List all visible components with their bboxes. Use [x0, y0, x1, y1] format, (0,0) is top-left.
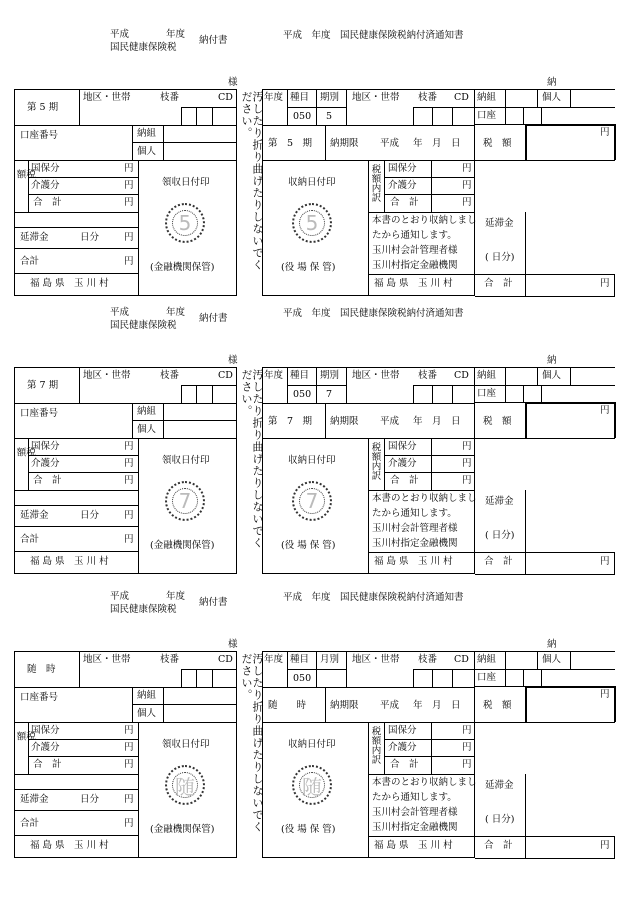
- tax-breakdown-vertical-label: 税額内訳: [369, 726, 381, 764]
- nursing-care-portion-label: 介護分: [31, 180, 60, 191]
- tax-item-label: 種目: [290, 370, 310, 381]
- yen-unit: 円: [124, 163, 134, 174]
- total-label: 合計: [20, 256, 40, 267]
- total-label: 合計: [20, 818, 40, 829]
- individual-label: 個人: [137, 424, 157, 435]
- late-fee-label: 延滞金: [485, 218, 514, 229]
- tax-amount-vertical-label: 税 額: [14, 447, 35, 458]
- no-fold-warning: 汚したり折り曲げたりしないでください。: [240, 369, 264, 549]
- notice-title: 平成 年度 国民健康保険税納付済通知書: [283, 308, 464, 319]
- sama-label: 様: [228, 77, 238, 88]
- nou-label: 納: [547, 77, 557, 88]
- yen-unit: 円: [124, 475, 134, 486]
- due-date-era: 平成: [380, 416, 400, 427]
- yen-unit: 円: [600, 840, 610, 851]
- tax-name-label: 国民健康保険税: [110, 42, 177, 53]
- period-type-label: 月別: [320, 654, 340, 665]
- cd-label: CD: [454, 654, 469, 665]
- subtotal-label: 合 計: [390, 197, 419, 208]
- receipt-notice-line2: たから通知します。: [372, 792, 457, 803]
- nursing-care-portion-label: 介護分: [388, 742, 417, 753]
- era-label: 平成: [110, 591, 130, 602]
- late-fee-label: 延滞金: [20, 510, 49, 521]
- cd-label: CD: [218, 654, 233, 665]
- branch-number-label: 枝番: [418, 654, 438, 665]
- cd-label: CD: [454, 370, 469, 381]
- collection-date-stamp-label: 収納日付印: [288, 177, 336, 188]
- cd-label: CD: [218, 92, 233, 103]
- subtotal-label: 合 計: [390, 475, 419, 486]
- district-household-label: 地区・世帯: [83, 370, 131, 381]
- yen-unit: 円: [462, 742, 472, 753]
- district-household-label: 地区・世帯: [352, 654, 400, 665]
- issuer-address: 福 島 県 玉 川 村: [30, 278, 109, 289]
- group-label: 納組: [137, 690, 157, 701]
- total-label: 合 計: [484, 556, 513, 567]
- branch-number-label: 枝番: [160, 370, 180, 381]
- yen-unit: 円: [462, 163, 472, 174]
- nursing-care-portion-label: 介護分: [31, 458, 60, 469]
- receipt-notice-line4: 玉川村指定金融機関: [372, 822, 458, 833]
- sama-label: 様: [228, 639, 238, 650]
- branch-number-label: 枝番: [418, 92, 438, 103]
- due-date-label: 納期限: [330, 700, 359, 711]
- account-number-label: 口座番号: [20, 130, 59, 141]
- district-household-label: 地区・世帯: [352, 370, 400, 381]
- nou-label: 納: [547, 639, 557, 650]
- yen-unit: 円: [124, 759, 134, 770]
- tax-amount-label: 税 額: [483, 416, 512, 427]
- yen-unit: 円: [124, 742, 134, 753]
- group-label: 納組: [137, 406, 157, 417]
- receipt-date-stamp: 5: [165, 203, 205, 243]
- late-fee-label: 延滞金: [485, 496, 514, 507]
- notice-title: 平成 年度 国民健康保険税納付済通知書: [283, 30, 464, 41]
- subtotal-label: 合 計: [33, 475, 62, 486]
- yen-unit: 円: [462, 458, 472, 469]
- late-fee-label: 延滞金: [20, 232, 49, 243]
- days-label: 日分: [80, 232, 100, 243]
- tax-amount-label: 税 額: [483, 138, 512, 149]
- due-date-ymd: 年 月 日: [413, 416, 461, 427]
- period-label: 第 5 期: [27, 102, 59, 113]
- national-insurance-portion-label: 国保分: [388, 163, 417, 174]
- due-date-era: 平成: [380, 138, 400, 149]
- receipt-notice-line1: 本書のとおり収納しまし: [372, 493, 477, 504]
- national-insurance-portion-label: 国保分: [31, 441, 60, 452]
- days-label: 日分: [80, 510, 100, 521]
- payment-slip-title: 納付書: [199, 313, 228, 324]
- receipt-notice-line3: 玉川村会計管理者様: [372, 245, 458, 256]
- due-date-era: 平成: [380, 700, 400, 711]
- yen-unit: 円: [124, 180, 134, 191]
- yen-unit: 円: [600, 405, 610, 416]
- issuer-address: 福 島 県 玉 川 村: [374, 556, 453, 567]
- yen-unit: 円: [462, 759, 472, 770]
- yen-unit: 円: [124, 818, 134, 829]
- days-label: 日分: [80, 794, 100, 805]
- account-number-label: 口座番号: [20, 692, 59, 703]
- subtotal-label: 合 計: [33, 759, 62, 770]
- issuer-address: 福 島 県 玉 川 村: [374, 840, 453, 851]
- era-label: 平成: [110, 307, 130, 318]
- branch-number-label: 枝番: [160, 654, 180, 665]
- collection-date-stamp: 7: [292, 481, 332, 521]
- office-keep-label: (役 場 保 管): [281, 262, 336, 273]
- total-label: 合 計: [484, 840, 513, 851]
- era-label: 平成: [110, 29, 130, 40]
- tax-item-code: 050: [293, 389, 312, 400]
- tax-name-label: 国民健康保険税: [110, 320, 177, 331]
- individual-label: 個人: [542, 654, 562, 665]
- no-fold-warning: 汚したり折り曲げたりしないでください。: [240, 653, 264, 833]
- total-label: 合計: [20, 534, 40, 545]
- district-household-label: 地区・世帯: [352, 92, 400, 103]
- group-label: 納組: [477, 654, 497, 665]
- fiscal-year-label: 年度: [166, 591, 186, 602]
- period-label: 第 7 期: [27, 380, 59, 391]
- tax-breakdown-vertical-label: 税額内訳: [369, 442, 381, 480]
- tax-payment-slip: [0, 272, 630, 567]
- yen-unit: 円: [462, 197, 472, 208]
- subtotal-label: 合 計: [33, 197, 62, 208]
- receipt-notice-line1: 本書のとおり収納しまし: [372, 777, 477, 788]
- collection-date-stamp-label: 収納日付印: [288, 455, 336, 466]
- due-date-ymd: 年 月 日: [413, 138, 461, 149]
- yen-unit: 円: [124, 197, 134, 208]
- yen-unit: 円: [462, 475, 472, 486]
- cd-label: CD: [454, 92, 469, 103]
- fiscal-year-label: 年度: [166, 307, 186, 318]
- nou-label: 納: [547, 355, 557, 366]
- late-fee-label: 延滞金: [485, 780, 514, 791]
- yen-unit: 円: [124, 441, 134, 452]
- issuer-address: 福 島 県 玉 川 村: [30, 556, 109, 567]
- account-number-label: 口座番号: [20, 408, 59, 419]
- bank-keep-label: (金融機関保管): [150, 262, 215, 273]
- group-label: 納組: [137, 128, 157, 139]
- district-household-label: 地区・世帯: [83, 654, 131, 665]
- tax-item-code: 050: [293, 673, 312, 684]
- branch-number-label: 枝番: [160, 92, 180, 103]
- district-household-label: 地区・世帯: [83, 92, 131, 103]
- yen-unit: 円: [124, 794, 134, 805]
- yen-unit: 円: [600, 127, 610, 138]
- receipt-date-stamp: 随: [165, 765, 205, 805]
- individual-label: 個人: [137, 708, 157, 719]
- account-label: 口座: [477, 672, 497, 683]
- period-value: 5: [326, 111, 333, 122]
- account-label: 口座: [477, 388, 497, 399]
- yen-unit: 円: [124, 510, 134, 521]
- late-fee-label: 延滞金: [20, 794, 49, 805]
- yen-unit: 円: [124, 256, 134, 267]
- fiscal-year-cell: 年度: [264, 370, 284, 381]
- tax-breakdown-vertical-label: 税額内訳: [369, 164, 381, 202]
- due-date-label: 納期限: [330, 138, 359, 149]
- tax-payment-slip: [0, 0, 630, 289]
- yen-unit: 円: [124, 458, 134, 469]
- fiscal-year-cell: 年度: [264, 654, 284, 665]
- bank-keep-label: (金融機関保管): [150, 824, 215, 835]
- yen-unit: 円: [600, 278, 610, 289]
- collection-date-stamp: 随: [292, 765, 332, 805]
- receipt-notice-line2: たから通知します。: [372, 508, 457, 519]
- days-label: ( 日分): [485, 530, 515, 541]
- days-label: ( 日分): [485, 814, 515, 825]
- fiscal-year-label: 年度: [166, 29, 186, 40]
- yen-unit: 円: [600, 556, 610, 567]
- account-label: 口座: [477, 110, 497, 121]
- period-type-label: 期別: [320, 370, 340, 381]
- yen-unit: 円: [462, 180, 472, 191]
- receipt-notice-line3: 玉川村会計管理者様: [372, 523, 458, 534]
- tax-item-label: 種目: [290, 654, 310, 665]
- national-insurance-portion-label: 国保分: [31, 163, 60, 174]
- collection-date-stamp: 5: [292, 203, 332, 243]
- due-period-label: 第 7 期: [268, 416, 313, 427]
- sama-label: 様: [228, 355, 238, 366]
- individual-label: 個人: [137, 146, 157, 157]
- tax-item-label: 種目: [290, 92, 310, 103]
- national-insurance-portion-label: 国保分: [388, 441, 417, 452]
- receipt-notice-line4: 玉川村指定金融機関: [372, 260, 458, 271]
- total-label: 合 計: [484, 278, 513, 289]
- yen-unit: 円: [462, 725, 472, 736]
- receipt-date-stamp: 7: [165, 481, 205, 521]
- nursing-care-portion-label: 介護分: [388, 180, 417, 191]
- no-fold-warning: 汚したり折り曲げたりしないでください。: [240, 91, 264, 271]
- nursing-care-portion-label: 介護分: [31, 742, 60, 753]
- notice-title: 平成 年度 国民健康保険税納付済通知書: [283, 592, 464, 603]
- subtotal-label: 合 計: [390, 759, 419, 770]
- receipt-notice-line3: 玉川村会計管理者様: [372, 807, 458, 818]
- tax-payment-slip: [0, 556, 630, 851]
- collection-date-stamp-label: 収納日付印: [288, 739, 336, 750]
- yen-unit: 円: [124, 725, 134, 736]
- payment-slip-title: 納付書: [199, 597, 228, 608]
- issuer-address: 福 島 県 玉 川 村: [374, 278, 453, 289]
- payment-slip-title: 納付書: [199, 35, 228, 46]
- yen-unit: 円: [462, 441, 472, 452]
- receipt-date-stamp-label: 領収日付印: [162, 177, 210, 188]
- individual-label: 個人: [542, 92, 562, 103]
- tax-name-label: 国民健康保険税: [110, 604, 177, 615]
- receipt-date-stamp-label: 領収日付印: [162, 455, 210, 466]
- tax-amount-label: 税 額: [483, 700, 512, 711]
- office-keep-label: (役 場 保 管): [281, 540, 336, 551]
- receipt-notice-line2: たから通知します。: [372, 230, 457, 241]
- receipt-date-stamp-label: 領収日付印: [162, 739, 210, 750]
- period-value: 7: [326, 389, 333, 400]
- yen-unit: 円: [124, 232, 134, 243]
- yen-unit: 円: [600, 689, 610, 700]
- fiscal-year-cell: 年度: [264, 92, 284, 103]
- due-date-ymd: 年 月 日: [413, 700, 461, 711]
- group-label: 納組: [477, 370, 497, 381]
- national-insurance-portion-label: 国保分: [388, 725, 417, 736]
- tax-item-code: 050: [293, 111, 312, 122]
- receipt-notice-line1: 本書のとおり収納しまし: [372, 215, 477, 226]
- national-insurance-portion-label: 国保分: [31, 725, 60, 736]
- period-label: 随 時: [27, 664, 56, 675]
- group-label: 納組: [477, 92, 497, 103]
- nursing-care-portion-label: 介護分: [388, 458, 417, 469]
- tax-amount-vertical-label: 税 額: [14, 169, 35, 180]
- due-date-label: 納期限: [330, 416, 359, 427]
- individual-label: 個人: [542, 370, 562, 381]
- issuer-address: 福 島 県 玉 川 村: [30, 840, 109, 851]
- period-type-label: 期別: [320, 92, 340, 103]
- yen-unit: 円: [124, 534, 134, 545]
- branch-number-label: 枝番: [418, 370, 438, 381]
- receipt-notice-line4: 玉川村指定金融機関: [372, 538, 458, 549]
- tax-amount-vertical-label: 税 額: [14, 731, 35, 742]
- due-period-label: 随 時: [268, 700, 307, 711]
- cd-label: CD: [218, 370, 233, 381]
- days-label: ( 日分): [485, 252, 515, 263]
- bank-keep-label: (金融機関保管): [150, 540, 215, 551]
- office-keep-label: (役 場 保 管): [281, 824, 336, 835]
- due-period-label: 第 5 期: [268, 138, 313, 149]
